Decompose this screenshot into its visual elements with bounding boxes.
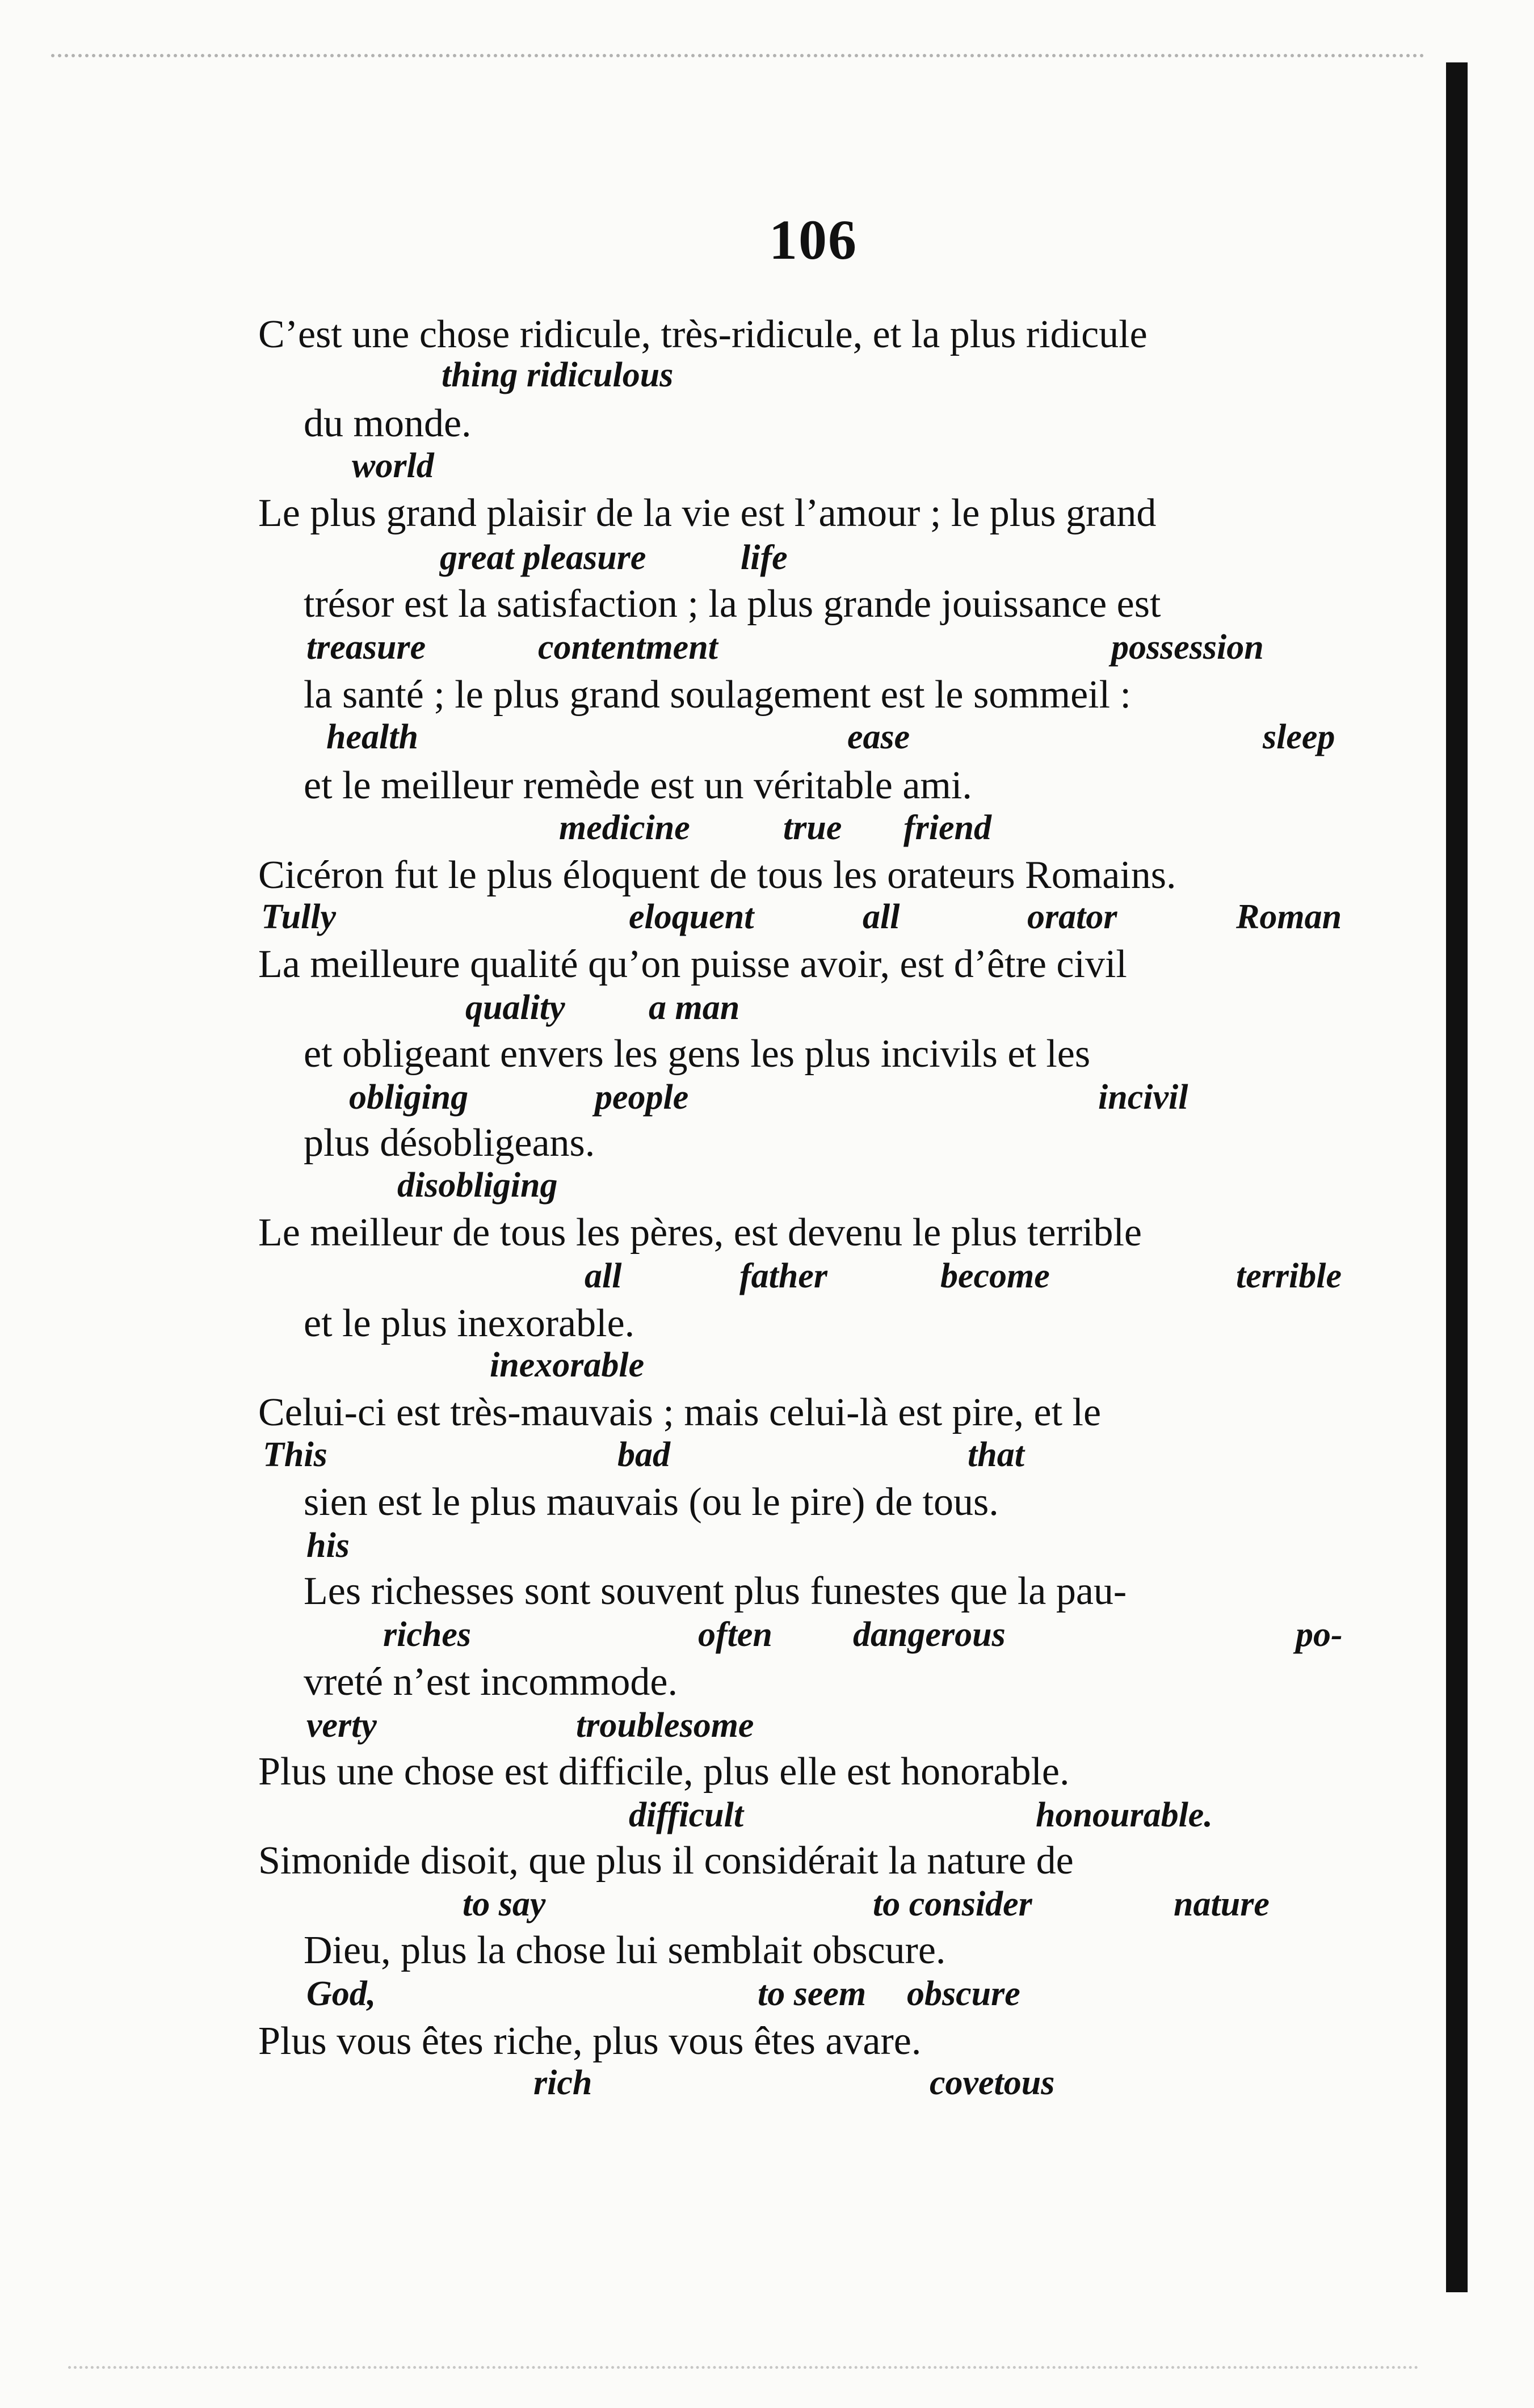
gloss-word: thing ridiculous	[442, 356, 674, 394]
gloss-word: rich	[533, 2064, 592, 2102]
gloss-word: his	[306, 1526, 350, 1565]
gloss-word: Roman	[1236, 898, 1342, 936]
gloss-word: obliging	[349, 1078, 469, 1117]
gloss-word: father	[739, 1257, 827, 1295]
gloss-word: life	[741, 538, 788, 577]
gloss-word: ease	[847, 718, 910, 756]
gloss-word: verty	[306, 1706, 377, 1745]
text-line: La meilleure qualité qu’on puisse avoir, est d’être civil	[258, 942, 1127, 986]
gloss-word: terrible	[1236, 1257, 1342, 1295]
text-line: trésor est la satisfaction ; la plus grande jouissance est	[304, 582, 1161, 626]
gloss-word: difficult	[629, 1796, 744, 1834]
gloss-word: treasure	[306, 628, 426, 667]
gloss-word: great pleasure	[440, 538, 646, 577]
gloss-word: possession	[1111, 628, 1264, 667]
gloss-word: people	[595, 1078, 689, 1117]
gloss-word: to say	[463, 1885, 546, 1923]
text-line: Le plus grand plaisir de la vie est l’amour ; le plus grand	[258, 491, 1157, 535]
gloss-word: all	[863, 898, 900, 936]
gloss-word: inexorable	[490, 1346, 645, 1384]
gloss-word: quality	[465, 988, 565, 1027]
gloss-word: become	[940, 1257, 1050, 1295]
text-line: Celui-ci est très-mauvais ; mais celui-là est pire, et le	[258, 1391, 1102, 1434]
gloss-word: often	[698, 1615, 772, 1654]
gloss-word: contentment	[538, 628, 718, 667]
gloss-word: honourable.	[1036, 1796, 1213, 1834]
text-line: du monde.	[304, 402, 472, 445]
scan-edge-bar	[1446, 62, 1468, 2292]
text-line: et obligeant envers les gens les plus incivils et les	[304, 1032, 1091, 1076]
gloss-word: to consider	[873, 1885, 1032, 1923]
gloss-word: to seem	[758, 1975, 867, 2013]
gloss-word: orator	[1027, 898, 1117, 936]
gloss-word: true	[783, 809, 842, 847]
gloss-word: incivil	[1098, 1078, 1188, 1117]
gloss-word: all	[585, 1257, 622, 1295]
gloss-word: health	[326, 718, 418, 756]
scan-noise-top	[51, 54, 1424, 80]
gloss-word: po-	[1296, 1615, 1343, 1654]
gloss-word: world	[352, 447, 434, 485]
text-line: vreté n’est incommode.	[304, 1660, 678, 1704]
gloss-word: God,	[306, 1975, 376, 2013]
text-line: et le meilleur remède est un véritable ami.	[304, 764, 972, 807]
gloss-word: disobliging	[397, 1166, 558, 1205]
gloss-word: a man	[649, 988, 740, 1027]
gloss-word: friend	[903, 809, 991, 847]
text-line: sien est le plus mauvais (ou le pire) de tous.	[304, 1480, 999, 1524]
gloss-word: obscure	[907, 1975, 1020, 2013]
gloss-word: riches	[383, 1615, 471, 1654]
text-line: et le plus inexorable.	[304, 1302, 635, 1345]
gloss-word: troublesome	[576, 1706, 754, 1745]
text-line: C’est une chose ridicule, très-ridicule, et la plus ridicule	[258, 313, 1148, 356]
text-line: Plus une chose est difficile, plus elle est honorable.	[258, 1750, 1070, 1794]
gloss-word: dangerous	[853, 1615, 1006, 1654]
page-number: 106	[769, 208, 858, 271]
gloss-word: nature	[1174, 1885, 1270, 1923]
gloss-word: covetous	[930, 2064, 1055, 2102]
text-line: Simonide disoit, que plus il considérait la nature de	[258, 1839, 1074, 1883]
gloss-word: bad	[617, 1435, 670, 1474]
gloss-word: eloquent	[629, 898, 754, 936]
text-line: Les richesses sont souvent plus funestes que la pau-	[304, 1569, 1127, 1613]
gloss-word: This	[263, 1435, 327, 1474]
gloss-word: that	[968, 1435, 1024, 1474]
text-line: Dieu, plus la chose lui semblait obscure.	[304, 1929, 946, 1972]
gloss-word: sleep	[1263, 718, 1335, 756]
gloss-word: medicine	[559, 809, 690, 847]
scan-noise-bottom	[68, 2366, 1419, 2380]
text-line: Plus vous êtes riche, plus vous êtes avare.	[258, 2019, 922, 2063]
text-line: Le meilleur de tous les pères, est devenu le plus terrible	[258, 1211, 1142, 1254]
text-line: plus désobligeans.	[304, 1121, 595, 1165]
gloss-word: Tully	[261, 898, 337, 936]
text-line: la santé ; le plus grand soulagement est le sommeil :	[304, 673, 1132, 717]
text-line: Cicéron fut le plus éloquent de tous les orateurs Romains.	[258, 853, 1176, 897]
